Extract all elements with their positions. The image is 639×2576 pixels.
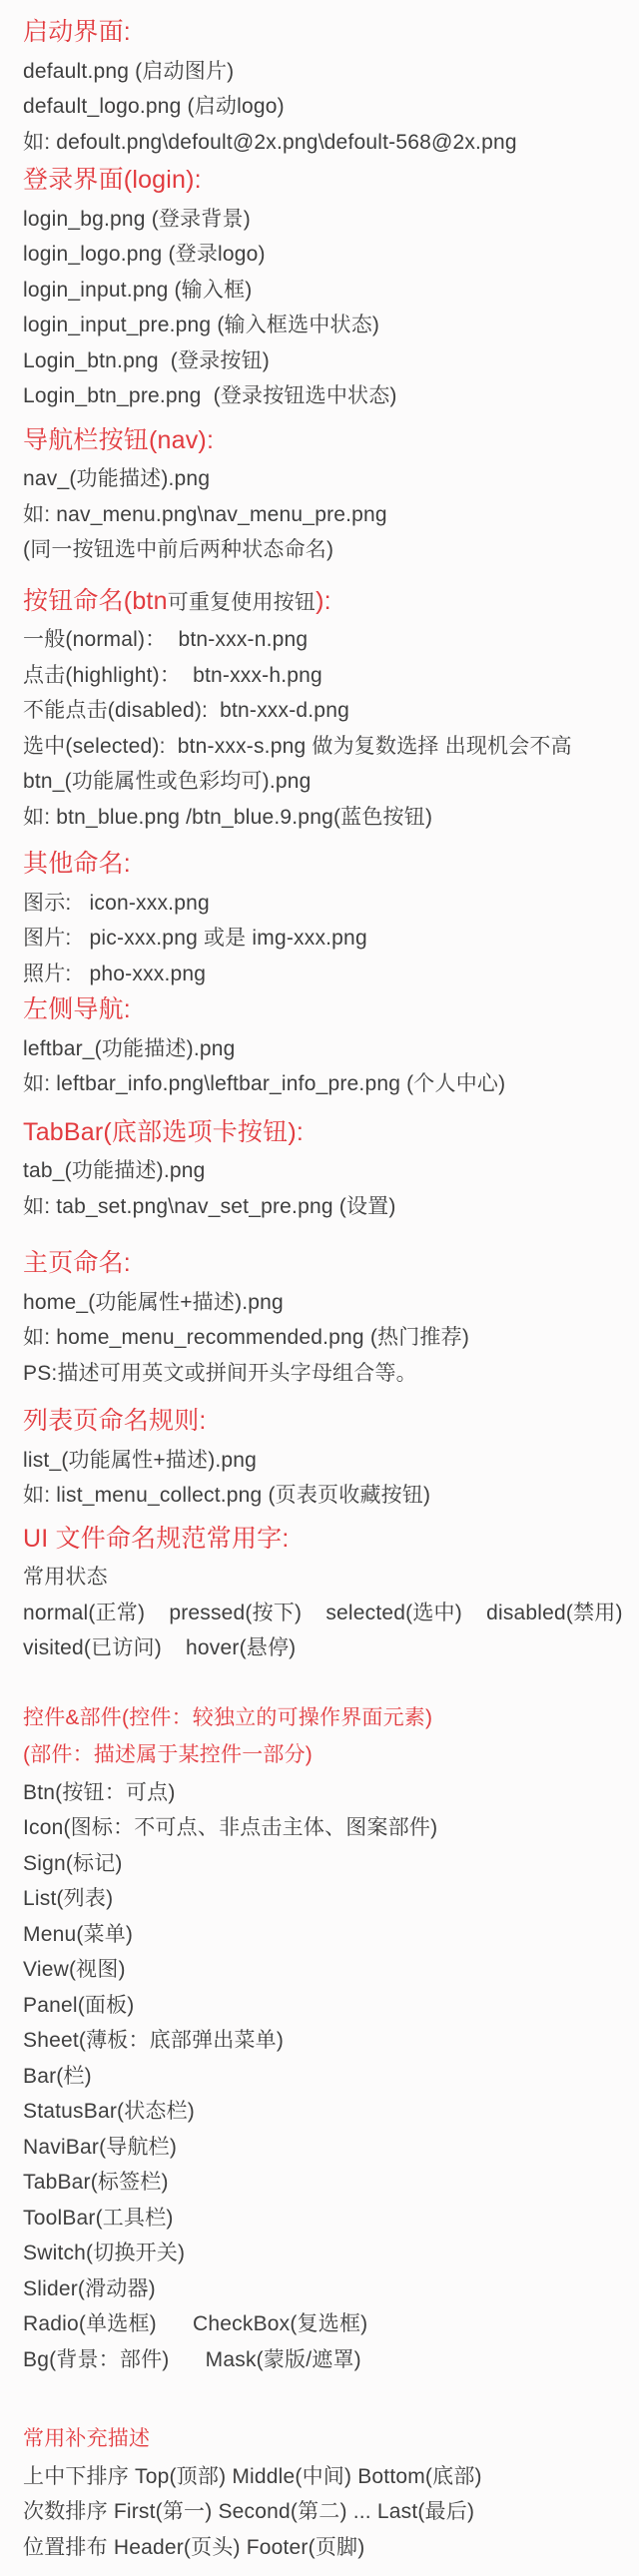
- section-heading: [23, 1246, 629, 1285]
- text-line: Menu(菜单): [23, 1922, 134, 1946]
- text-line: StatusBar(状态栏): [23, 2100, 195, 2123]
- text-line: login_logo.png (登录logo): [23, 243, 266, 266]
- text-line: Radio(单选框) CheckBox(复选框): [23, 2312, 368, 2335]
- text-line: Sheet(薄板：底部弹出菜单): [23, 2029, 285, 2052]
- text-line: 如: home_menu_recommended.png (热门推荐): [23, 1326, 470, 1349]
- text-line: Bar(栏): [23, 2064, 92, 2088]
- text-line: home_(功能属性+描述).png: [23, 1290, 284, 1314]
- section-home: [23, 1246, 629, 1391]
- text-line: View(视图): [23, 1958, 126, 1981]
- section-heading: [23, 163, 629, 202]
- section-heading: [23, 1115, 629, 1154]
- text-line: 如: nav_menu.png\nav_menu_pre.png: [23, 502, 387, 526]
- text-line: leftbar_(功能描述).png: [23, 1036, 236, 1060]
- text-line: 次数排序 First(第一) Second(第二) ... Last(最后): [23, 2500, 475, 2523]
- section-launch: [23, 15, 629, 160]
- section-supplement: [23, 2421, 629, 2565]
- text-line: 一般(normal)： btn-xxx-n.png: [23, 628, 309, 651]
- text-line: 如: defoult.png\defoult@2x.png\defoult-568@2x.png: [23, 130, 517, 154]
- text-line: Login_btn.png (登录按钮): [23, 348, 270, 372]
- heading-text-red: 其他命名:: [23, 850, 131, 878]
- heading-text-red: UI 文件命名规范常用字:: [23, 1524, 290, 1553]
- text-line: btn_(功能属性或色彩均可).png: [23, 770, 312, 793]
- heading-text-red: 常用补充描述: [23, 2427, 151, 2450]
- text-line: PS:描述可用英文或拼间开头字母组合等。: [23, 1361, 417, 1385]
- text-line: ToolBar(工具栏): [23, 2206, 174, 2230]
- text-line: Login_btn_pre.png (登录按钮选中状态): [23, 384, 397, 407]
- section-heading: [23, 2421, 629, 2459]
- text-line: nav_(功能描述).png: [23, 467, 211, 490]
- text-line: login_bg.png (登录背景): [23, 207, 251, 231]
- text-line: 位置排布 Header(页头) Footer(页脚): [23, 2535, 365, 2559]
- heading-text-red: TabBar(底部选项卡按钮):: [23, 1117, 305, 1146]
- text-line: (同一按钮选中前后两种状态命名): [23, 538, 334, 561]
- heading-text-red: 按钮命名(btn: [23, 586, 168, 615]
- text-line: Slider(滑动器): [23, 2276, 156, 2300]
- text-line: Panel(面板): [23, 1993, 135, 2017]
- text-line: visited(已访问) hover(悬停): [23, 1636, 297, 1659]
- text-line: Sign(标记): [23, 1851, 123, 1875]
- text-line: 上中下排序 Top(顶部) Middle(中间) Bottom(底部): [23, 2464, 482, 2488]
- heading-text-red: ):: [316, 586, 331, 615]
- document-sections: [23, 15, 629, 2565]
- text-line: tab_(功能描述).png: [23, 1159, 206, 1182]
- text-line: 如: tab_set.png\nav_set_pre.png (设置): [23, 1194, 396, 1218]
- text-line: Switch(切换开关): [23, 2242, 186, 2264]
- text-line: Btn(按钮：可点): [23, 1780, 176, 1804]
- heading-text-red: 登录界面(login):: [23, 166, 202, 194]
- heading-text-red: 导航栏按钮(nav):: [23, 425, 215, 454]
- heading-text-red: 主页命名:: [23, 1249, 131, 1277]
- heading-text-red: 启动界面:: [23, 18, 131, 46]
- text-line: normal(正常) pressed(按下) selected(选中) disabled(禁用): [23, 1601, 623, 1624]
- text-line: 点击(highlight)： btn-xxx-h.png: [23, 663, 322, 687]
- section-heading: [23, 1522, 629, 1561]
- heading-text-red: 控件&部件(控件：较独立的可操作界面元素): [23, 1705, 433, 1729]
- section-heading: [23, 992, 629, 1031]
- section-list: [23, 1404, 629, 1514]
- section-widgets: [23, 1700, 629, 2378]
- section-heading: [23, 15, 629, 54]
- text-line: 常用状态: [23, 1566, 108, 1589]
- section-heading: [23, 584, 629, 623]
- text-line: Bg(背景：部件) Mask(蒙版/遮罩): [23, 2347, 361, 2371]
- text-line: 选中(selected): btn-xxx-s.png 做为复数选择 出现机会不高: [23, 734, 572, 758]
- text-line: default_logo.png (启动logo): [23, 95, 285, 118]
- text-line: Icon(图标：不可点、非点击主体、图案部件): [23, 1816, 438, 1839]
- text-line: List(列表): [23, 1887, 114, 1910]
- section-other-naming: [23, 847, 629, 991]
- section-heading: [23, 1404, 629, 1443]
- text-line: 如: list_menu_collect.png (页表页收藏按钮): [23, 1484, 431, 1507]
- text-line: NaviBar(导航栏): [23, 2135, 178, 2159]
- section-heading: [23, 847, 629, 886]
- text-line: 照片: pho-xxx.png: [23, 962, 207, 985]
- section-ui-common-words: [23, 1522, 629, 1666]
- section-nav: [23, 423, 629, 568]
- section-leftbar: [23, 992, 629, 1102]
- heading-text-dark: 可重复使用按钮: [167, 590, 317, 614]
- text-line: 如: leftbar_info.png\leftbar_info_pre.png (个人中心): [23, 1072, 506, 1095]
- text-line: default.png (启动图片): [23, 59, 235, 83]
- section-tabbar: [23, 1115, 629, 1225]
- text-line: login_input_pre.png (输入框选中状态): [23, 314, 380, 336]
- heading-text-red: 列表页命名规则:: [23, 1407, 207, 1435]
- text-line: 图片: pic-xxx.png 或是 img-xxx.png: [23, 927, 367, 950]
- heading-text-red: (部件：描述属于某控件一部分): [23, 1743, 313, 1766]
- section-heading: [23, 1737, 629, 1775]
- section-heading: [23, 1700, 629, 1738]
- text-line: 如: btn_blue.png /btn_blue.9.png(蓝色按钮): [23, 805, 433, 829]
- section-btn: [23, 584, 629, 836]
- text-line: list_(功能属性+描述).png: [23, 1448, 258, 1472]
- section-heading: [23, 423, 629, 462]
- text-line: 图示: icon-xxx.png: [23, 891, 210, 915]
- heading-text-red: 左侧导航:: [23, 995, 131, 1023]
- text-line: login_input.png (输入框): [23, 278, 253, 302]
- text-line: TabBar(标签栏): [23, 2171, 169, 2194]
- text-line: 不能点击(disabled): btn-xxx-d.png: [23, 699, 349, 722]
- section-login: [23, 163, 629, 414]
